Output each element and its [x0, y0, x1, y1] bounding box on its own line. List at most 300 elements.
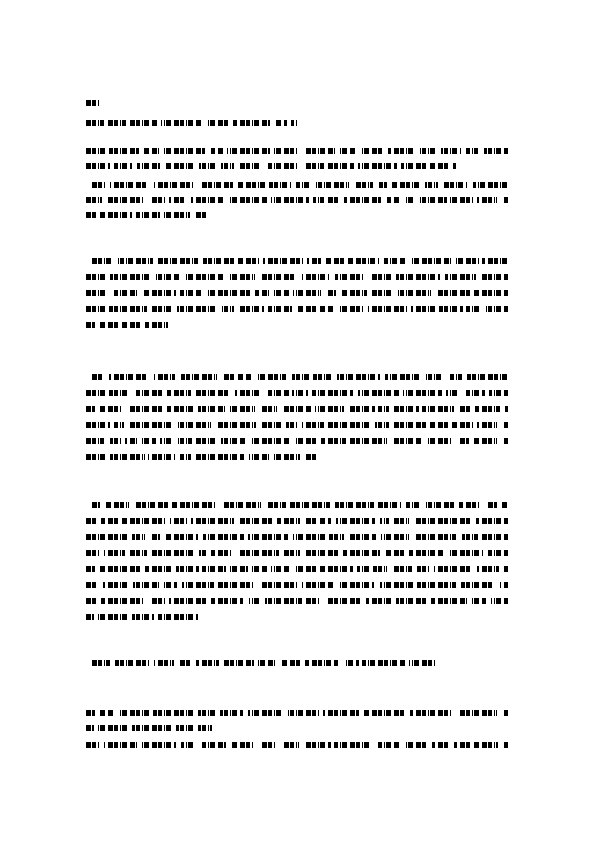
word-gap [380, 550, 385, 556]
word-gap [473, 197, 477, 203]
word-gap [277, 406, 282, 412]
word-gap [162, 406, 167, 412]
word-gap [419, 406, 422, 412]
word-gap [370, 566, 373, 572]
word-gap [269, 454, 272, 460]
word-gap [436, 148, 441, 154]
word-gap [176, 290, 179, 296]
word-gap [129, 614, 132, 620]
word-gap [151, 274, 156, 280]
word-gap [118, 518, 121, 524]
text-line [86, 290, 508, 296]
word-gap [230, 390, 235, 396]
word-gap [104, 374, 109, 380]
word-gap [166, 197, 169, 203]
word-gap [479, 258, 482, 264]
word-gap [226, 742, 231, 748]
word-gap [497, 710, 501, 716]
word-gap [381, 197, 387, 203]
word-gap [311, 406, 315, 412]
word-gap [375, 518, 380, 524]
word-gap [286, 374, 292, 380]
word-gap [192, 660, 196, 666]
word-gap [374, 582, 380, 588]
word-gap [304, 258, 307, 264]
word-gap [147, 306, 151, 312]
text-line [86, 212, 206, 218]
word-gap [196, 163, 199, 169]
word-gap [198, 534, 203, 540]
word-gap [421, 502, 426, 508]
word-gap [485, 390, 489, 396]
word-gap [462, 374, 467, 380]
text-line [86, 163, 456, 169]
word-gap [125, 550, 129, 556]
word-gap [248, 566, 251, 572]
word-gap [375, 406, 378, 412]
word-gap [331, 742, 334, 748]
word-gap [316, 566, 319, 572]
word-gap [321, 258, 325, 264]
word-gap [470, 290, 474, 296]
word-gap [261, 502, 265, 508]
word-gap [389, 422, 394, 428]
subheading-line [92, 660, 436, 666]
word-gap [367, 290, 370, 296]
word-gap [363, 306, 368, 312]
word-gap [497, 438, 501, 444]
word-gap [461, 148, 465, 154]
word-gap [244, 534, 248, 540]
word-gap [389, 518, 392, 524]
text-line [86, 306, 508, 312]
word-gap [321, 290, 325, 296]
word-gap [195, 725, 198, 731]
word-gap [344, 406, 349, 412]
word-gap [451, 438, 457, 444]
word-gap [480, 502, 485, 508]
word-gap [156, 438, 160, 444]
word-gap [169, 502, 172, 508]
word-gap [148, 374, 154, 380]
word-gap [344, 534, 348, 540]
word-gap [300, 454, 304, 460]
word-gap [409, 518, 413, 524]
word-gap [435, 306, 439, 312]
word-gap [401, 502, 406, 508]
word-gap [164, 390, 167, 396]
word-gap [338, 660, 344, 666]
word-gap [389, 406, 393, 412]
word-gap [272, 518, 277, 524]
word-gap [145, 534, 149, 540]
word-gap [290, 566, 294, 572]
word-gap [159, 582, 162, 588]
word-gap [335, 148, 339, 154]
text-line [86, 454, 318, 460]
text-line [92, 258, 508, 264]
word-gap [400, 197, 404, 203]
word-gap [219, 660, 223, 666]
word-gap [214, 582, 218, 588]
word-gap [243, 598, 249, 604]
word-gap [281, 422, 286, 428]
word-gap [186, 197, 191, 203]
word-gap [331, 518, 336, 524]
word-gap [448, 163, 453, 169]
word-gap [463, 306, 466, 312]
word-gap [339, 197, 344, 203]
word-gap [296, 274, 302, 280]
word-gap [346, 438, 350, 444]
word-gap [405, 710, 410, 716]
word-gap [199, 566, 202, 572]
word-gap [266, 182, 269, 188]
word-gap [110, 660, 115, 666]
list-item-line [86, 710, 508, 716]
word-gap [172, 422, 178, 428]
word-gap [100, 502, 105, 508]
word-gap [160, 534, 165, 540]
word-gap [198, 258, 203, 264]
word-gap [95, 710, 99, 716]
word-gap [224, 274, 228, 280]
word-gap [428, 598, 431, 604]
word-gap [106, 454, 110, 460]
word-gap [264, 306, 268, 312]
word-gap [106, 148, 109, 154]
word-gap [130, 390, 135, 396]
word-gap [171, 725, 176, 731]
word-gap [174, 660, 177, 666]
word-gap [309, 197, 313, 203]
word-gap [99, 550, 104, 556]
word-gap [160, 212, 163, 218]
word-gap [472, 518, 476, 524]
word-gap [309, 374, 313, 380]
word-gap [172, 566, 176, 572]
word-gap [270, 120, 275, 126]
word-gap [334, 582, 339, 588]
word-gap [297, 422, 302, 428]
word-gap [298, 163, 304, 169]
word-gap [267, 566, 271, 572]
word-gap [205, 148, 211, 154]
word-gap [349, 182, 354, 188]
text-line [92, 502, 508, 508]
word-gap [452, 710, 457, 716]
word-gap [217, 374, 221, 380]
word-gap [355, 148, 361, 154]
word-gap [478, 148, 484, 154]
word-gap [391, 598, 396, 604]
text-line [86, 518, 508, 524]
word-gap [497, 422, 501, 428]
word-gap [244, 454, 249, 460]
word-gap [361, 598, 366, 604]
word-gap [269, 290, 274, 296]
word-gap [440, 274, 445, 280]
word-gap [105, 534, 108, 540]
list-item-line [86, 725, 212, 731]
word-gap [124, 422, 130, 428]
text-line [86, 550, 508, 556]
word-gap [450, 742, 454, 748]
title-line [86, 120, 298, 126]
word-gap [353, 566, 357, 572]
word-gap [255, 274, 260, 280]
word-gap [286, 502, 290, 508]
word-gap [324, 197, 327, 203]
word-gap [158, 120, 161, 126]
word-gap [364, 274, 369, 280]
word-gap [126, 120, 130, 126]
word-gap [95, 322, 100, 328]
word-gap [336, 290, 342, 296]
word-gap [387, 566, 392, 572]
word-gap [291, 182, 295, 188]
word-gap [102, 197, 105, 203]
word-gap [426, 163, 430, 169]
word-gap [456, 582, 461, 588]
word-gap [226, 566, 230, 572]
word-gap [147, 550, 151, 556]
word-gap [97, 582, 103, 588]
text-line [86, 422, 508, 428]
word-gap [330, 502, 335, 508]
word-gap [223, 197, 228, 203]
word-gap [387, 438, 391, 444]
word-gap [467, 182, 473, 188]
word-gap [216, 502, 221, 508]
word-gap [99, 742, 104, 748]
word-gap [298, 582, 302, 588]
word-gap [246, 438, 251, 444]
word-gap [142, 566, 145, 572]
word-gap [451, 258, 456, 264]
word-gap [250, 290, 255, 296]
word-gap [154, 614, 158, 620]
word-gap [467, 598, 470, 604]
word-gap [497, 197, 502, 203]
word-gap [353, 390, 358, 396]
word-gap [106, 274, 110, 280]
word-gap [190, 212, 194, 218]
word-gap [207, 550, 211, 556]
word-gap [471, 566, 477, 572]
word-gap [95, 566, 100, 572]
word-gap [457, 518, 460, 524]
word-gap [202, 290, 206, 296]
text-line [86, 582, 508, 588]
word-gap [494, 582, 500, 588]
word-gap [229, 120, 233, 126]
word-gap [320, 710, 323, 716]
word-gap [300, 550, 304, 556]
word-gap [444, 374, 449, 380]
word-gap [409, 534, 414, 540]
word-gap [128, 534, 132, 540]
word-gap [193, 550, 199, 556]
word-gap [96, 518, 101, 524]
word-gap [334, 374, 337, 380]
word-gap [207, 598, 211, 604]
word-gap [121, 406, 127, 412]
word-gap [104, 438, 110, 444]
word-gap [289, 390, 292, 396]
word-gap [324, 422, 328, 428]
word-gap [289, 290, 293, 296]
word-gap [374, 502, 378, 508]
word-gap [254, 582, 259, 588]
word-gap [128, 725, 132, 731]
word-gap [105, 306, 109, 312]
word-gap [499, 566, 504, 572]
word-gap [256, 422, 259, 428]
word-gap [316, 438, 321, 444]
text-line [86, 390, 508, 396]
word-gap [270, 148, 274, 154]
word-gap [143, 197, 149, 203]
word-gap [148, 182, 154, 188]
word-gap [454, 502, 459, 508]
word-gap [301, 660, 305, 666]
word-gap [139, 148, 143, 154]
word-gap [302, 598, 305, 604]
word-gap [370, 422, 375, 428]
word-gap [412, 566, 417, 572]
word-gap [429, 566, 434, 572]
word-gap [299, 742, 304, 748]
word-gap [486, 598, 491, 604]
word-gap [175, 454, 180, 460]
word-gap [329, 274, 335, 280]
word-gap [173, 306, 177, 312]
word-gap [234, 306, 237, 312]
word-gap [217, 163, 221, 169]
word-gap [481, 306, 486, 312]
word-gap [105, 390, 109, 396]
word-gap [275, 660, 281, 666]
text-line [92, 182, 508, 188]
word-gap [132, 163, 137, 169]
word-gap [483, 550, 488, 556]
word-gap [275, 742, 281, 748]
word-gap [497, 502, 501, 508]
word-gap [243, 710, 248, 716]
word-gap [223, 148, 227, 154]
word-gap [174, 438, 178, 444]
text-line [86, 197, 508, 203]
word-gap [165, 518, 170, 524]
word-gap [454, 406, 457, 412]
word-gap [376, 534, 381, 540]
word-gap [470, 742, 474, 748]
word-gap [379, 258, 383, 264]
word-gap [160, 163, 165, 169]
word-gap [474, 422, 477, 428]
word-gap [94, 725, 98, 731]
text-line [86, 148, 508, 154]
word-gap [373, 182, 379, 188]
word-gap [354, 163, 358, 169]
word-gap [234, 518, 238, 524]
word-gap [194, 710, 198, 716]
word-gap [254, 742, 259, 748]
word-gap [137, 438, 140, 444]
word-gap [195, 742, 201, 748]
word-gap [96, 598, 101, 604]
word-gap [416, 148, 420, 154]
word-gap [105, 182, 110, 188]
list-item-line [86, 742, 508, 748]
text-line [86, 614, 198, 620]
word-gap [288, 534, 293, 540]
word-gap [324, 163, 328, 169]
word-gap [283, 710, 288, 716]
word-gap [413, 582, 417, 588]
word-gap [287, 120, 291, 126]
word-gap [267, 197, 271, 203]
word-gap [478, 534, 482, 540]
text-line [86, 438, 508, 444]
word-gap [234, 374, 238, 380]
word-gap [118, 322, 122, 328]
text-line [86, 566, 508, 572]
word-gap [338, 550, 343, 556]
word-gap [192, 438, 196, 444]
word-gap [175, 374, 181, 380]
word-gap [261, 598, 265, 604]
word-gap [159, 148, 162, 154]
word-gap [438, 182, 444, 188]
word-gap [300, 518, 306, 524]
word-gap [217, 306, 222, 312]
word-gap [108, 290, 113, 296]
word-gap [380, 374, 385, 380]
word-gap [308, 390, 312, 396]
word-gap [94, 614, 98, 620]
text-line [86, 534, 508, 540]
word-gap [176, 742, 181, 748]
word-gap [150, 660, 154, 666]
word-gap [317, 306, 320, 312]
word-gap [298, 148, 303, 154]
word-gap [399, 742, 404, 748]
word-gap [406, 258, 411, 264]
word-gap [216, 438, 221, 444]
word-gap [320, 598, 326, 604]
word-gap [121, 438, 125, 444]
word-gap [498, 742, 502, 748]
word-gap [201, 120, 206, 126]
word-gap [359, 710, 363, 716]
word-gap [476, 274, 480, 280]
word-gap [110, 422, 114, 428]
word-gap [406, 660, 409, 666]
word-gap [404, 550, 409, 556]
text-line [86, 406, 508, 412]
word-gap [232, 550, 237, 556]
word-gap [114, 258, 118, 264]
word-gap [191, 454, 195, 460]
word-gap [180, 274, 186, 280]
word-gap [408, 306, 411, 312]
text-line [86, 274, 508, 280]
word-gap [191, 390, 196, 396]
word-gap [234, 163, 237, 169]
word-gap [211, 422, 216, 428]
